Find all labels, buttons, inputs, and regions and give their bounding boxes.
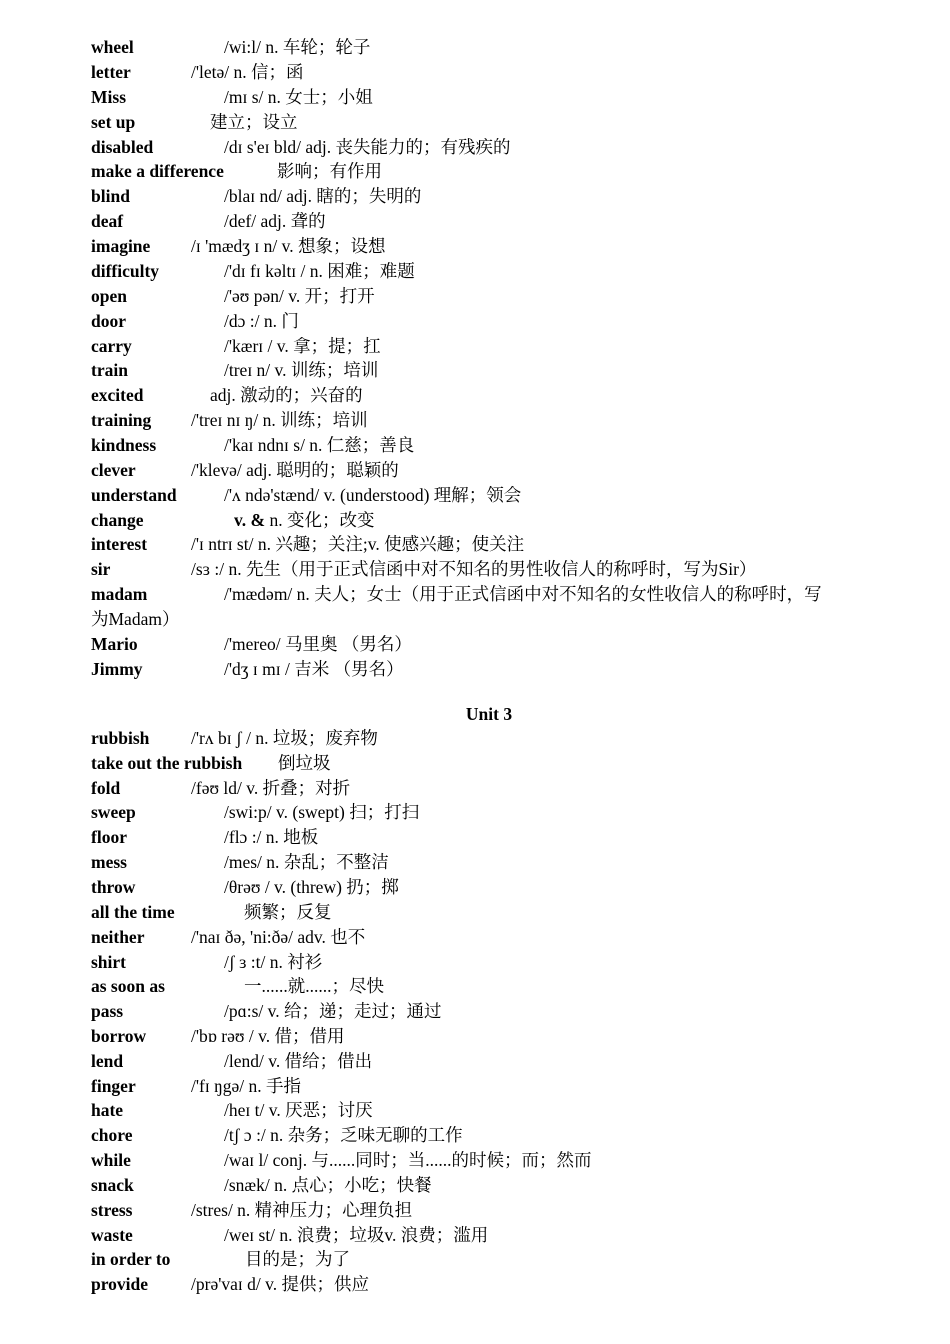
vocab-word: lend	[91, 1051, 124, 1071]
vocab-word: wheel	[91, 37, 134, 57]
vocab-pos: v. &	[234, 510, 266, 530]
vocab-word: Jimmy	[91, 659, 143, 679]
vocab-word: rubbish	[91, 728, 150, 748]
vocab-definition: /blaɪ nd/ adj. 瞎的；失明的	[224, 186, 422, 206]
vocab-definition	[234, 509, 375, 531]
vocab-definition: /prə'vaɪ d/ v. 提供；供应	[191, 1274, 369, 1294]
vocab-word: train	[91, 360, 128, 380]
vocab-word: door	[91, 311, 126, 331]
vocab-definition: /'rʌ bɪ ʃ / n. 垃圾；废弃物	[191, 728, 378, 748]
vocab-word: all the time	[91, 902, 175, 922]
vocab-word: kindness	[91, 435, 157, 455]
vocab-word: floor	[91, 827, 127, 847]
vocab-definition: /'əʊ pən/ v. 开；打开	[224, 286, 375, 306]
vocab-word: carry	[91, 336, 132, 356]
vocab-meaning: n. 变化；改变	[265, 510, 375, 530]
vocab-definition: /'treɪ nɪ ŋ/ n. 训练；培训	[191, 410, 368, 430]
vocab-definition: /stres/ n. 精神压力；心理负担	[191, 1200, 413, 1220]
vocab-word: neither	[91, 927, 145, 947]
vocab-word: stress	[91, 1200, 133, 1220]
vocab-definition: /ʃ ɜ :t/ n. 衬衫	[224, 952, 323, 972]
vocab-word: fold	[91, 778, 121, 798]
vocab-definition: /'kaɪ ndnɪ s/ n. 仁慈；善良	[224, 435, 415, 455]
vocab-word: make a difference	[91, 161, 224, 181]
vocab-word: Mario	[91, 634, 138, 654]
vocab-definition: /waɪ l/ conj. 与......同时；当......的时候；而；然而	[224, 1150, 592, 1170]
vocab-definition: /'letə/ n. 信；函	[191, 62, 304, 82]
vocab-word: imagine	[91, 236, 151, 256]
vocab-word: as soon as	[91, 976, 165, 996]
vocab-definition: /heɪ t/ v. 厌恶；讨厌	[224, 1100, 373, 1120]
vocab-definition: /sɜ :/ n. 先生（用于正式信函中对不知名的男性收信人的称呼时，写为Sir）	[191, 559, 757, 579]
vocab-word: provide	[91, 1274, 149, 1294]
vocab-definition: /swi:p/ v. (swept) 扫；打扫	[224, 802, 420, 822]
vocab-definition: /wi:l/ n. 车轮；轮子	[224, 37, 371, 57]
vocab-word: finger	[91, 1076, 136, 1096]
vocab-definition: /flɔ :/ n. 地板	[224, 827, 319, 847]
vocab-word: set up	[91, 112, 136, 132]
vocab-definition: /'dʒ ɪ mɪ / 吉米 （男名）	[224, 659, 404, 679]
vocab-word: take out the rubbish	[91, 753, 243, 773]
vocab-definition: /tʃ ɔ :/ n. 杂务；乏味无聊的工作	[224, 1125, 463, 1145]
vocab-word: deaf	[91, 211, 124, 231]
vocab-definition: /weɪ st/ n. 浪费；垃圾v. 浪费；滥用	[224, 1225, 489, 1245]
vocab-word: madam	[91, 584, 148, 604]
vocab-word: letter	[91, 62, 131, 82]
vocab-word: Miss	[91, 87, 126, 107]
vocab-word: hate	[91, 1100, 124, 1120]
vocab-word: sir	[91, 559, 111, 579]
vocab-word: waste	[91, 1225, 133, 1245]
vocab-definition: /'mereo/ 马里奥 （男名）	[224, 634, 412, 654]
vocab-word: sweep	[91, 802, 136, 822]
unit-heading: Unit 3	[465, 704, 513, 724]
vocab-definition: 频繁；反复	[244, 902, 332, 922]
vocab-definition: /fəʊ ld/ v. 折叠；对折	[191, 778, 351, 798]
vocab-definition: /dɔ :/ n. 门	[224, 311, 299, 331]
vocab-definition: 影响；有作用	[277, 161, 382, 181]
vocab-definition: /pɑ:s/ v. 给；递；走过；通过	[224, 1001, 442, 1021]
vocab-definition: /lend/ v. 借给；借出	[224, 1051, 373, 1071]
vocab-word: throw	[91, 877, 136, 897]
vocab-word: change	[91, 510, 144, 530]
vocab-definition: /'kærɪ / v. 拿；提；扛	[224, 336, 381, 356]
vocab-definition: /'dɪ fɪ kəltɪ / n. 困难；难题	[224, 261, 415, 281]
vocab-definition-continuation: 为Madam）	[91, 609, 180, 629]
vocab-word: shirt	[91, 952, 126, 972]
vocab-word: understand	[91, 485, 177, 505]
vocab-word: mess	[91, 852, 127, 872]
vocab-definition: /'bɒ rəʊ / v. 借；借用	[191, 1026, 345, 1046]
vocab-definition: /'ɪ ntrɪ st/ n. 兴趣；关注;v. 使感兴趣；使关注	[191, 534, 525, 554]
vocab-definition: /θrəʊ / v. (threw) 扔；掷	[224, 877, 399, 897]
vocab-definition: /mes/ n. 杂乱；不整洁	[224, 852, 389, 872]
vocab-word: disabled	[91, 137, 154, 157]
vocab-definition: 倒垃圾	[278, 753, 331, 773]
vocab-definition: /'mædəm/ n. 夫人；女士（用于正式信函中对不知名的女性收信人的称呼时，写	[224, 584, 822, 604]
vocab-definition: /snæk/ n. 点心；小吃；快餐	[224, 1175, 432, 1195]
vocab-definition: /mɪ s/ n. 女士；小姐	[224, 87, 373, 107]
vocab-definition: 建立；设立	[210, 112, 298, 132]
vocab-word: blind	[91, 186, 130, 206]
vocab-word: clever	[91, 460, 136, 480]
vocab-word: snack	[91, 1175, 134, 1195]
vocab-word: open	[91, 286, 127, 306]
vocab-definition: /'fɪ ŋgə/ n. 手指	[191, 1076, 301, 1096]
vocab-word: excited	[91, 385, 144, 405]
vocab-word: training	[91, 410, 152, 430]
vocab-definition: /ɪ 'mædʒ ɪ n/ v. 想象；设想	[191, 236, 386, 256]
vocab-word: while	[91, 1150, 131, 1170]
vocab-definition: /'ʌ ndə'stænd/ v. (understood) 理解；领会	[224, 485, 522, 505]
vocab-word: borrow	[91, 1026, 147, 1046]
vocab-definition: /'klevə/ adj. 聪明的；聪颖的	[191, 460, 399, 480]
vocab-word: interest	[91, 534, 148, 554]
vocab-definition: 一......就......；尽快	[244, 976, 384, 996]
vocab-word: chore	[91, 1125, 133, 1145]
vocab-definition: /dɪ s'eɪ bld/ adj. 丧失能力的；有残疾的	[224, 137, 511, 157]
vocab-word: difficulty	[91, 261, 160, 281]
vocab-definition: /'naɪ ðə, 'ni:ðə/ adv. 也不	[191, 927, 366, 947]
vocab-word: pass	[91, 1001, 124, 1021]
vocab-definition: /treɪ n/ v. 训练；培训	[224, 360, 379, 380]
vocab-definition: 目的是；为了	[245, 1249, 350, 1269]
vocab-definition: adj. 激动的；兴奋的	[210, 385, 363, 405]
vocab-definition: /def/ adj. 聋的	[224, 211, 326, 231]
vocab-word: in order to	[91, 1249, 171, 1269]
